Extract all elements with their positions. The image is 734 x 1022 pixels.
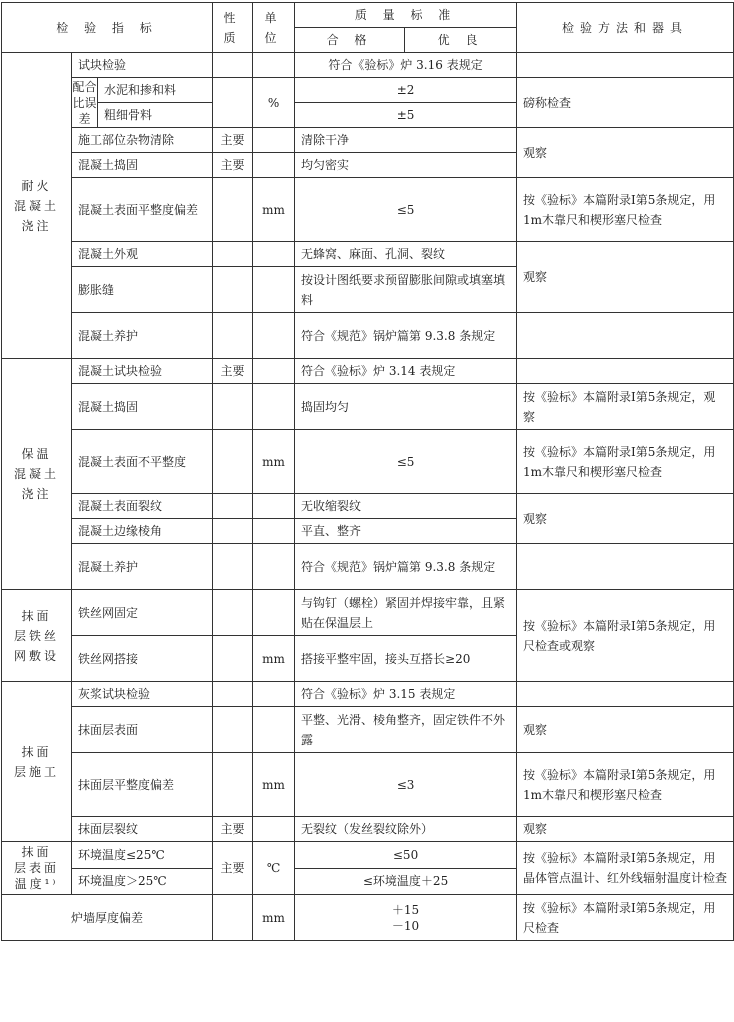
- inspection-table: [1, 2, 734, 941]
- unit-text: mm: [253, 753, 295, 817]
- nature-text: 主要: [213, 817, 253, 842]
- item-label: 混凝土表面不平整度: [72, 430, 213, 494]
- header-standard: 质 量 标 准: [295, 3, 517, 28]
- item-label: 混凝土表面裂纹: [72, 494, 213, 519]
- table-row: [2, 590, 734, 636]
- table-row: [2, 78, 734, 103]
- item-label: 灰浆试块检验: [72, 682, 213, 707]
- item-label: 混凝土养护: [72, 313, 213, 359]
- standard-text: ≤5: [295, 430, 517, 494]
- header-unit: 单位: [253, 3, 295, 53]
- item-label: 混凝土表面平整度偏差: [72, 178, 213, 242]
- standard-text: ±2: [295, 78, 517, 103]
- item-label: 粗细骨料: [98, 103, 213, 128]
- group-label: 保温 混凝土 浇注: [2, 359, 72, 590]
- standard-text: 平整、光滑、棱角整齐，固定铁件不外露: [295, 707, 517, 753]
- item-label: 试块检验: [72, 53, 213, 78]
- unit-text: mm: [253, 895, 295, 941]
- standard-text: 符合《验标》炉 3.16 表规定: [295, 53, 517, 78]
- table-row: [2, 817, 734, 842]
- table-row: [2, 544, 734, 590]
- nature-text: 主要: [213, 153, 253, 178]
- standard-text: ≤环境温度＋25: [295, 868, 517, 895]
- standard-text: 清除干净: [295, 128, 517, 153]
- item-label: 混凝土养护: [72, 544, 213, 590]
- standard-text: 符合《验标》炉 3.15 表规定: [295, 682, 517, 707]
- item-label: 混凝土外观: [72, 242, 213, 267]
- item-label: 环境温度≤25℃: [72, 842, 213, 869]
- standard-text: 无裂纹（发丝裂纹除外）: [295, 817, 517, 842]
- item-label: 环境温度＞25℃: [72, 868, 213, 895]
- standard-text: 符合《规范》锅炉篇第 9.3.8 条规定: [295, 544, 517, 590]
- header-nature: 性质: [213, 3, 253, 53]
- item-label: 混凝土试块检验: [72, 359, 213, 384]
- table-row: [2, 53, 734, 78]
- method-text: 按《验标》本篇附录Ⅰ第5条规定，观察: [517, 384, 734, 430]
- nature-text: 主要: [213, 128, 253, 153]
- table-row: [2, 753, 734, 817]
- standard-text: 均匀密实: [295, 153, 517, 178]
- group-label: 抹面 层施工: [2, 682, 72, 842]
- group-label: 抹面 层铁丝 网敷设: [2, 590, 72, 682]
- header-row: [2, 3, 734, 28]
- table-row: [2, 178, 734, 242]
- method-text: 按《验标》本篇附录Ⅰ第5条规定，用晶体管点温计、红外线辐射温度计检查: [517, 842, 734, 895]
- method-text: 观察: [517, 242, 734, 313]
- method-text: 按《验标》本篇附录Ⅰ第5条规定，用1m木靠尺和楔形塞尺检查: [517, 178, 734, 242]
- standard-text: ±5: [295, 103, 517, 128]
- method-text: 磅称检查: [517, 78, 734, 128]
- standard-text: ≤3: [295, 753, 517, 817]
- table-row: [2, 494, 734, 519]
- table-row: [2, 430, 734, 494]
- item-label: 混凝土捣固: [72, 384, 213, 430]
- unit-text: mm: [253, 636, 295, 682]
- item-label: 铁丝网固定: [72, 590, 213, 636]
- item-label: 混凝土边缘棱角: [72, 519, 213, 544]
- method-text: 按《验标》本篇附录Ⅰ第5条规定，用1m木靠尺和楔形塞尺检查: [517, 430, 734, 494]
- standard-text: ＋15 －10: [295, 895, 517, 941]
- table-row: [2, 313, 734, 359]
- method-text: 观察: [517, 707, 734, 753]
- table-row: [2, 242, 734, 267]
- standard-text: ≤50: [295, 842, 517, 869]
- method-text: 按《验标》本篇附录Ⅰ第5条规定，用1m木靠尺和楔形塞尺检查: [517, 753, 734, 817]
- subgroup-label: 配合 比误 差: [72, 79, 97, 126]
- item-label: 抹面层裂纹: [72, 817, 213, 842]
- method-text: 观察: [517, 494, 734, 544]
- table-row: [2, 895, 734, 941]
- item-label: 施工部位杂物清除: [72, 128, 213, 153]
- table-row: [2, 682, 734, 707]
- item-label: 膨胀缝: [72, 267, 213, 313]
- table-row: [2, 128, 734, 153]
- group-label: 抹面 层表面 温度¹⁾: [2, 842, 72, 895]
- standard-text: 无蜂窝、麻面、孔洞、裂纹: [295, 242, 517, 267]
- unit-text: %: [253, 78, 295, 128]
- standard-text: 捣固均匀: [295, 384, 517, 430]
- standard-text: 搭接平整牢固，接头互搭长≥20: [295, 636, 517, 682]
- table-row: [2, 359, 734, 384]
- standard-text: 无收缩裂纹: [295, 494, 517, 519]
- table-row: [2, 384, 734, 430]
- standard-text: 符合《验标》炉 3.14 表规定: [295, 359, 517, 384]
- unit-text: mm: [253, 178, 295, 242]
- header-indicator: 检 验 指 标: [2, 3, 213, 53]
- group-label: 炉墙厚度偏差: [2, 895, 213, 941]
- method-text: 观察: [517, 128, 734, 178]
- header-qualified: 合 格: [295, 28, 405, 53]
- standard-text: 按设计图纸要求预留膨胀间隙或填塞填料: [295, 267, 517, 313]
- nature-text: 主要: [213, 359, 253, 384]
- method-text: 按《验标》本篇附录Ⅰ第5条规定，用尺检查或观察: [517, 590, 734, 682]
- item-label: 抹面层平整度偏差: [72, 753, 213, 817]
- header-excellent: 优 良: [405, 28, 517, 53]
- table-row: [2, 842, 734, 869]
- item-label: 抹面层表面: [72, 707, 213, 753]
- standard-text: 与钩钉（螺栓）紧固并焊接牢靠，且紧贴在保温层上: [295, 590, 517, 636]
- group-label: 耐火 混凝土 浇注: [2, 53, 72, 359]
- method-text: 按《验标》本篇附录Ⅰ第5条规定，用尺检查: [517, 895, 734, 941]
- item-label: 铁丝网搭接: [72, 636, 213, 682]
- unit-text: mm: [253, 430, 295, 494]
- header-method: 检验方法和器具: [517, 3, 734, 53]
- standard-text: ≤5: [295, 178, 517, 242]
- table-row: [2, 707, 734, 753]
- item-label: 混凝土捣固: [72, 153, 213, 178]
- nature-text: 主要: [213, 842, 253, 895]
- unit-text: ℃: [253, 842, 295, 895]
- item-label: 水泥和掺和料: [98, 78, 213, 103]
- method-text: 观察: [517, 817, 734, 842]
- standard-text: 平直、整齐: [295, 519, 517, 544]
- standard-text: 符合《规范》锅炉篇第 9.3.8 条规定: [295, 313, 517, 359]
